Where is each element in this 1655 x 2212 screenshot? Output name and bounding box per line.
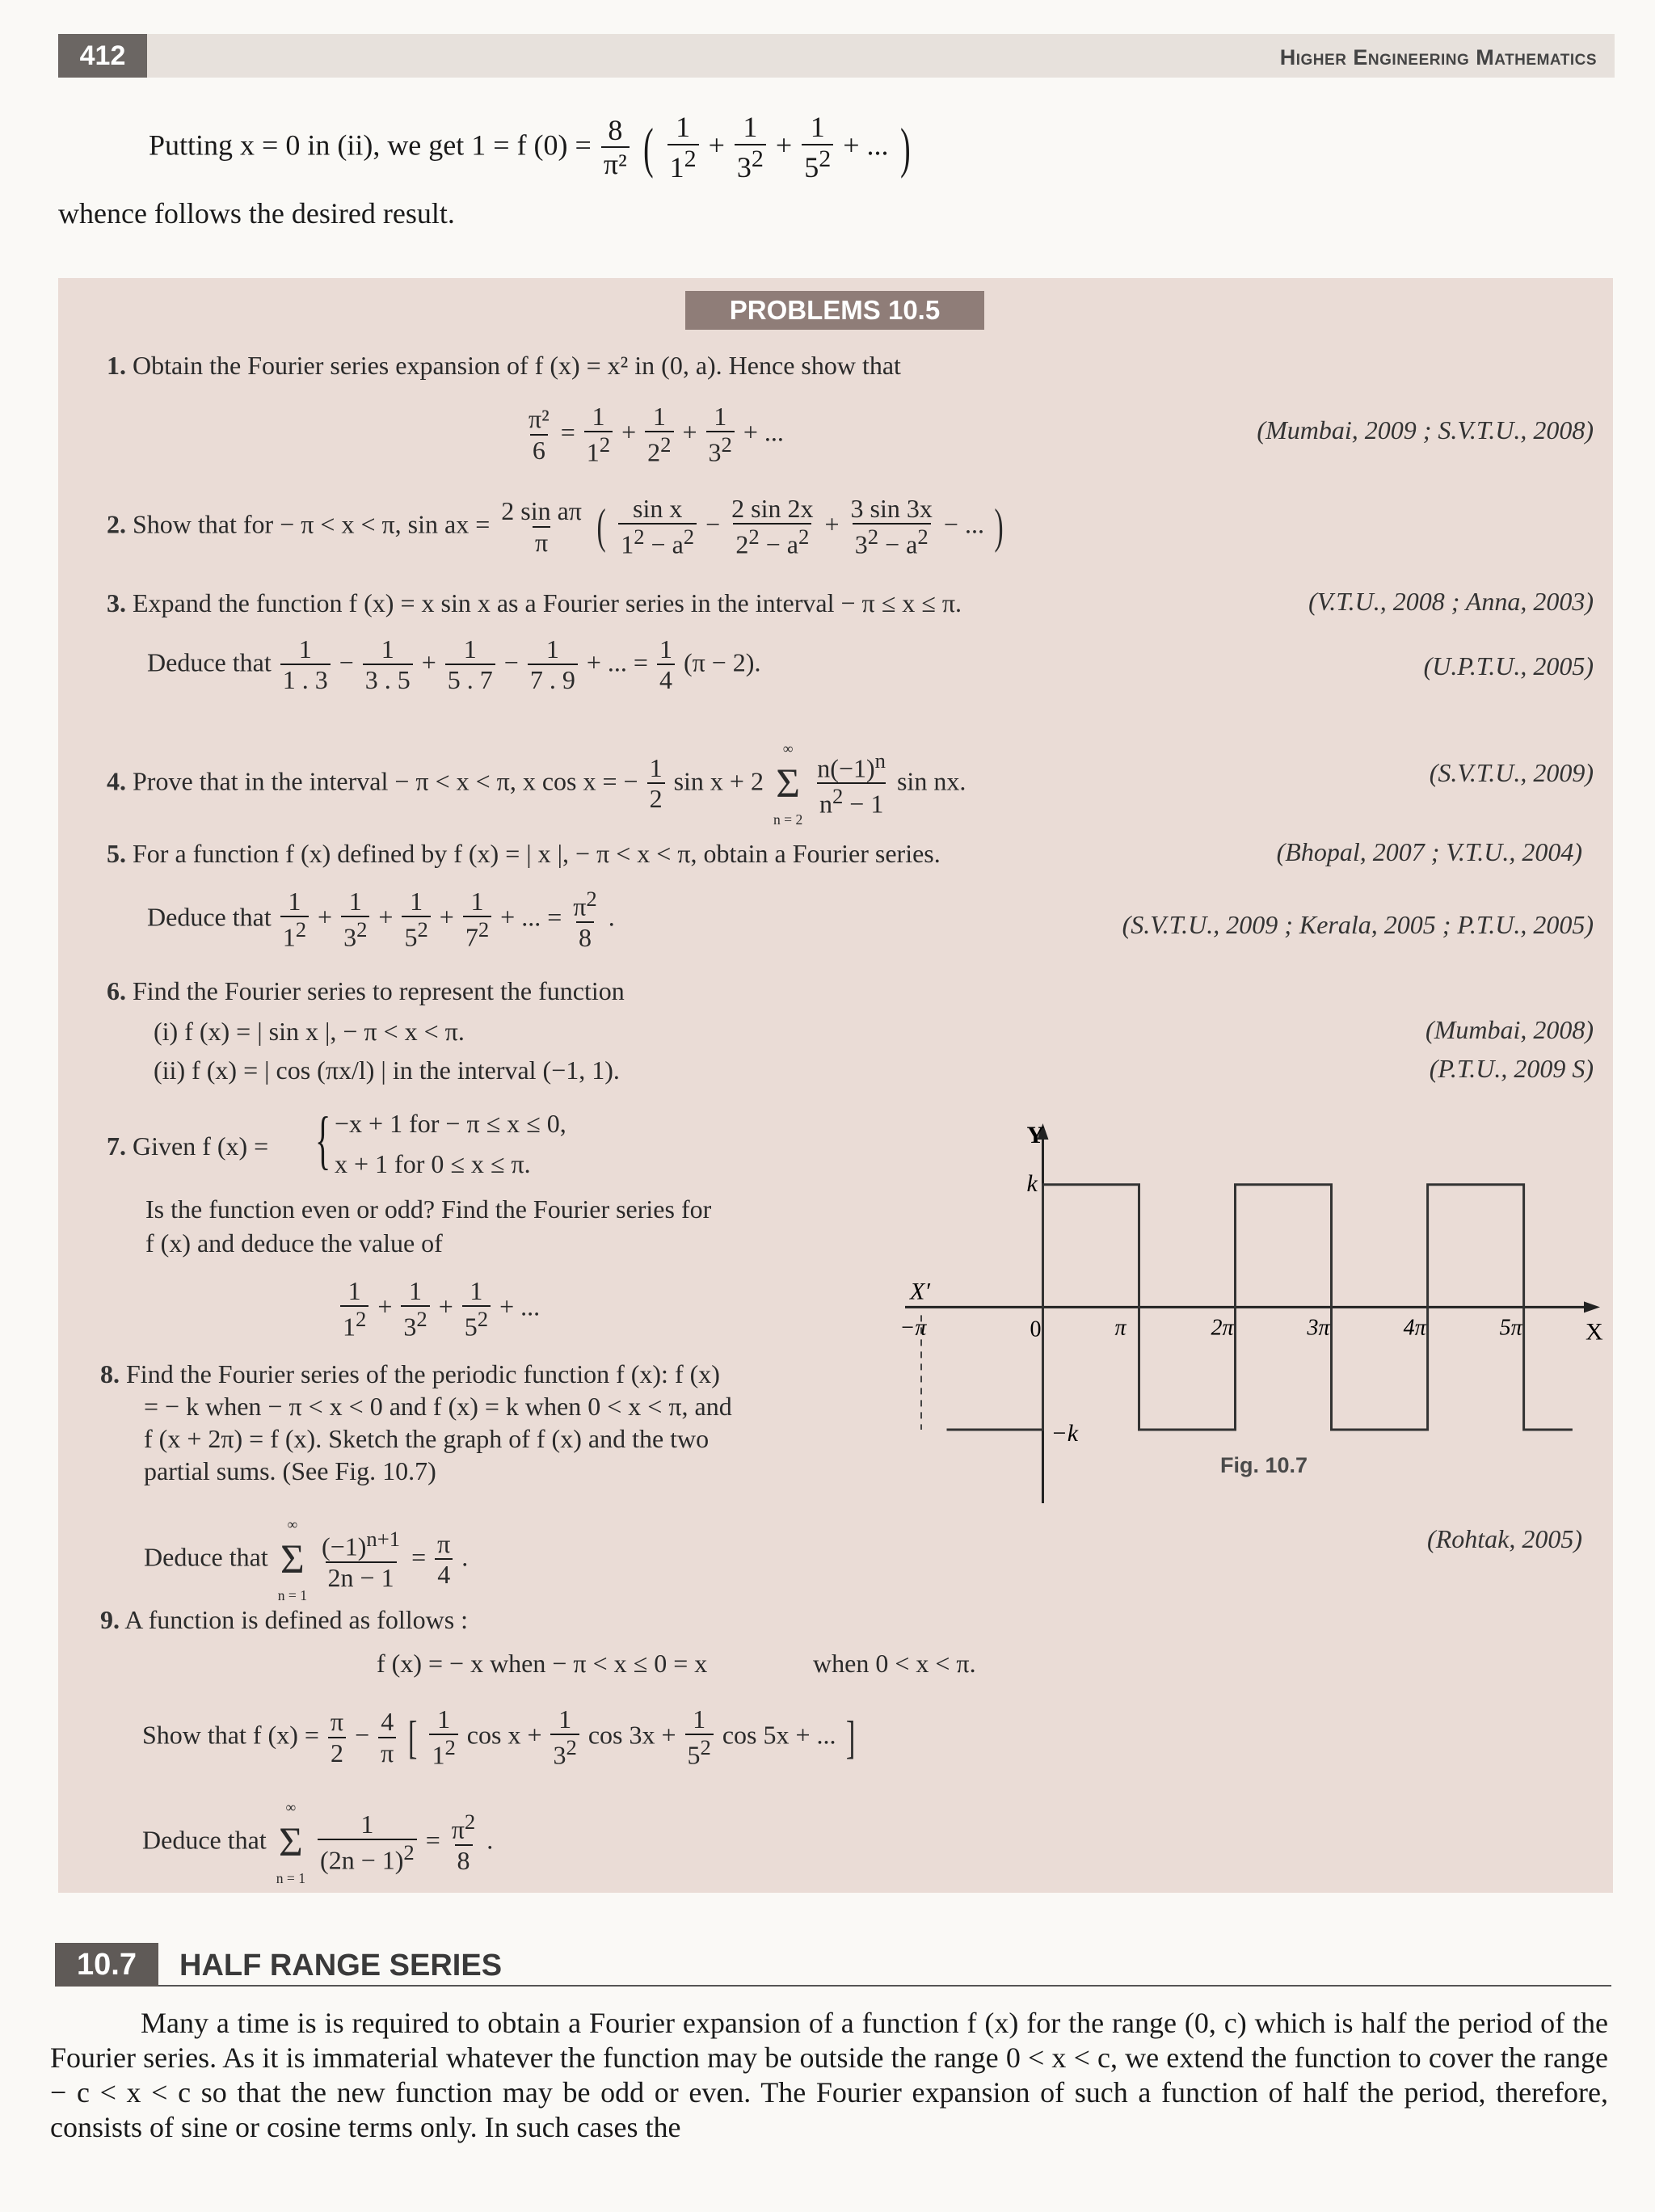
intro-equation: Putting x = 0 in (ii), we get 1 = f (0) = $\frac{8}{\text{π²}}$ ( $\frac{1}{1^2}$ + $\frac{1}{3^2}$ + $\frac{1}{5^2}$ + ... ) [149,111,911,183]
problem-4: 4. Prove that in the interval − π < x < π, x cos x = − $\frac{1}{2}$ sin x + 2 ∞ Σ n = 2 $\frac{n(-1)^n}{n^2 - 1}$ sin nx. [107,740,966,828]
problem-9: 9. A function is defined as follows : [100,1605,469,1634]
problem-7-case1: −x + 1 for − π ≤ x ≤ 0, [335,1109,566,1138]
tick-label: π [1114,1315,1126,1341]
problem-5: 5. For a function f (x) defined by f (x) = | x |, − π < x < π, obtain a Fourier series. [107,839,941,868]
problem-1: 1. Obtain the Fourier series expansion of f (x) = x² in (0, a). Hence show that [107,351,901,380]
intro-prefix: Putting x = 0 in (ii), we get 1 = f (0) = [149,129,592,162]
problem-5-ref2: (S.V.T.U., 2009 ; Kerala, 2005 ; P.T.U., 2005) [1122,910,1594,939]
figure-label-x: X [1586,1318,1603,1346]
tick-label: 5π [1499,1315,1522,1341]
tick-label: −π [899,1315,927,1341]
problem-4-ref: (S.V.T.U., 2009) [1429,758,1594,787]
problem-7-series: $\frac{1}{1^2}$ + $\frac{1}{3^2}$ + $\frac{1}{5^2}$ + ... [338,1277,540,1342]
problem-9-def: f (x) = − x when − π < x ≤ 0 = x [377,1649,708,1678]
problems-heading: PROBLEMS 10.5 [685,291,984,330]
problem-8-line-3: f (x + 2π) = f (x). Sketch the graph of f (x) and the two [144,1424,710,1453]
tick-label: 2π [1211,1315,1234,1341]
section-title: HALF RANGE SERIES [179,1949,503,1982]
section-paragraph: Many a time is is required to obtain a Fourier expansion of a function f (x) for the range (0, c) which is half the period of the Fourier series. As it is immaterial whatever the function may be outside the range 0 < x < c, we extend the function to cover the range − c < x < c so that the new function may be odd or even. The Fourier expansion of such a function of half the period, therefore, consists of sine or cosine terms only. In such cases the [50,2007,1608,2143]
tick-label: 3π [1307,1315,1330,1341]
problem-8-line-2: = − k when − π < x < 0 and f (x) = k when 0 < x < π, and [144,1392,732,1421]
figure-label-y: Y [1026,1122,1045,1148]
page-number: 412 [58,34,147,78]
figure-label-k: k [1026,1169,1038,1197]
figure-caption: Fig. 10.7 [1220,1453,1308,1477]
problem-6-ref-ii: (P.T.U., 2009 S) [1429,1054,1594,1083]
problem-2: 2. Show that for − π < x < π, sin ax = $\frac{\text{2 sin aπ}}{\pi}$ ( $\frac{\text{sin x}}{1^2 - a^2}$ − $\frac{2 \sin 2x}{2^2 - a^2}$ + $\frac{3 \sin 3x}{3^2 - a^2}$ − ... ) [107,494,1004,559]
problem-7-case2: x + 1 for 0 ≤ x ≤ π. [335,1149,531,1178]
problem-9-show: Show that f (x) = $\frac{\pi}{2}$ − $\frac{4}{\pi}$ [ $\frac{1}{1^2}$ cos x + $\frac{1}{3^2}$ cos 3x + $\frac{1}{5^2}$ cos 5x + ... ] [142,1704,855,1770]
running-title: Higher Engineering Mathematics [1279,45,1597,70]
problem-8-line-4: partial sums. (See Fig. 10.7) [144,1456,436,1485]
problem-6: 6. Find the Fourier series to represent the function [107,976,625,1005]
problem-8-line-1: 8. Find the Fourier series of the periodic function f (x): f (x) [100,1359,720,1388]
problem-3-ref: (V.T.U., 2008 ; Anna, 2003) [1308,587,1594,616]
brace-icon: { [315,1105,331,1176]
problem-5-deduce: Deduce that $\frac{1}{1^2}$ + $\frac{1}{3^2}$ + $\frac{1}{5^2}$ + $\frac{1}{7^2}$ + ... = $\frac{\pi^2}{8}$ . [147,887,615,952]
problem-3-deduce: Deduce that $\frac{1}{1 . 3}$ − $\frac{1}{3 . 5}$ + $\frac{1}{5 . 7}$ − $\frac{1}{7 . 9}$ + ... = $\frac{1}{4}$ (π − 2). [147,634,761,695]
section-rule [158,1985,1611,1987]
figure-axes [905,1123,1600,1503]
problem-6-ref-i: (Mumbai, 2008) [1425,1015,1594,1044]
problem-8-ref: (Rohtak, 2005) [1427,1524,1582,1553]
problem-3: 3. Expand the function f (x) = x sin x as a Fourier series in the interval − π ≤ x ≤ π. [107,588,962,617]
figure-label-xprime: X′ [910,1278,930,1305]
section-number: 10.7 [55,1943,158,1987]
figure-label-origin: 0 [1030,1317,1042,1342]
problem-7-line1: Is the function even or odd? Find the Fourier series for [145,1194,712,1224]
problem-1-formula: $\frac{\text{π²}}{6}$ = $\frac{1}{1^2}$ + $\frac{1}{2^2}$ + $\frac{1}{3^2}$ + ... [529,402,784,467]
problem-8-deduce: Deduce that ∞ Σ n = 1 $\frac{(-1)^{n+1}}{2n - 1}$ = $\frac{\pi}{4}$ . [144,1516,469,1604]
problem-1-ref: (Mumbai, 2009 ; S.V.T.U., 2008) [1257,415,1594,445]
problem-7: 7. Given f (x) = [107,1131,269,1161]
problem-7-line2: f (x) and deduce the value of [145,1228,443,1258]
problem-5-ref: (Bhopal, 2007 ; V.T.U., 2004) [1276,837,1582,866]
x-axis-arrow [1584,1301,1600,1312]
figure-10-7 [899,1122,1603,1503]
problem-6-ii: (ii) f (x) = | cos (πx/l) | in the interval (−1, 1). [154,1055,620,1085]
intro-whence: whence follows the desired result. [58,197,455,230]
problem-9-deduce: Deduce that ∞ Σ n = 1 $\frac{1}{(2n - 1)^2}$ = $\frac{\pi^2}{8}$ . [142,1799,494,1887]
problem-3-ref2: (U.P.T.U., 2005) [1423,651,1594,680]
tick-label: 4π [1403,1315,1426,1341]
problem-6-i: (i) f (x) = | sin x |, − π < x < π. [154,1017,465,1046]
intro-coef: $\frac{8}{\text{π²}}$ [601,115,630,182]
figure-label-minus-k: −k [1051,1420,1079,1447]
problem-9-def2: when 0 < x < π. [813,1649,976,1678]
